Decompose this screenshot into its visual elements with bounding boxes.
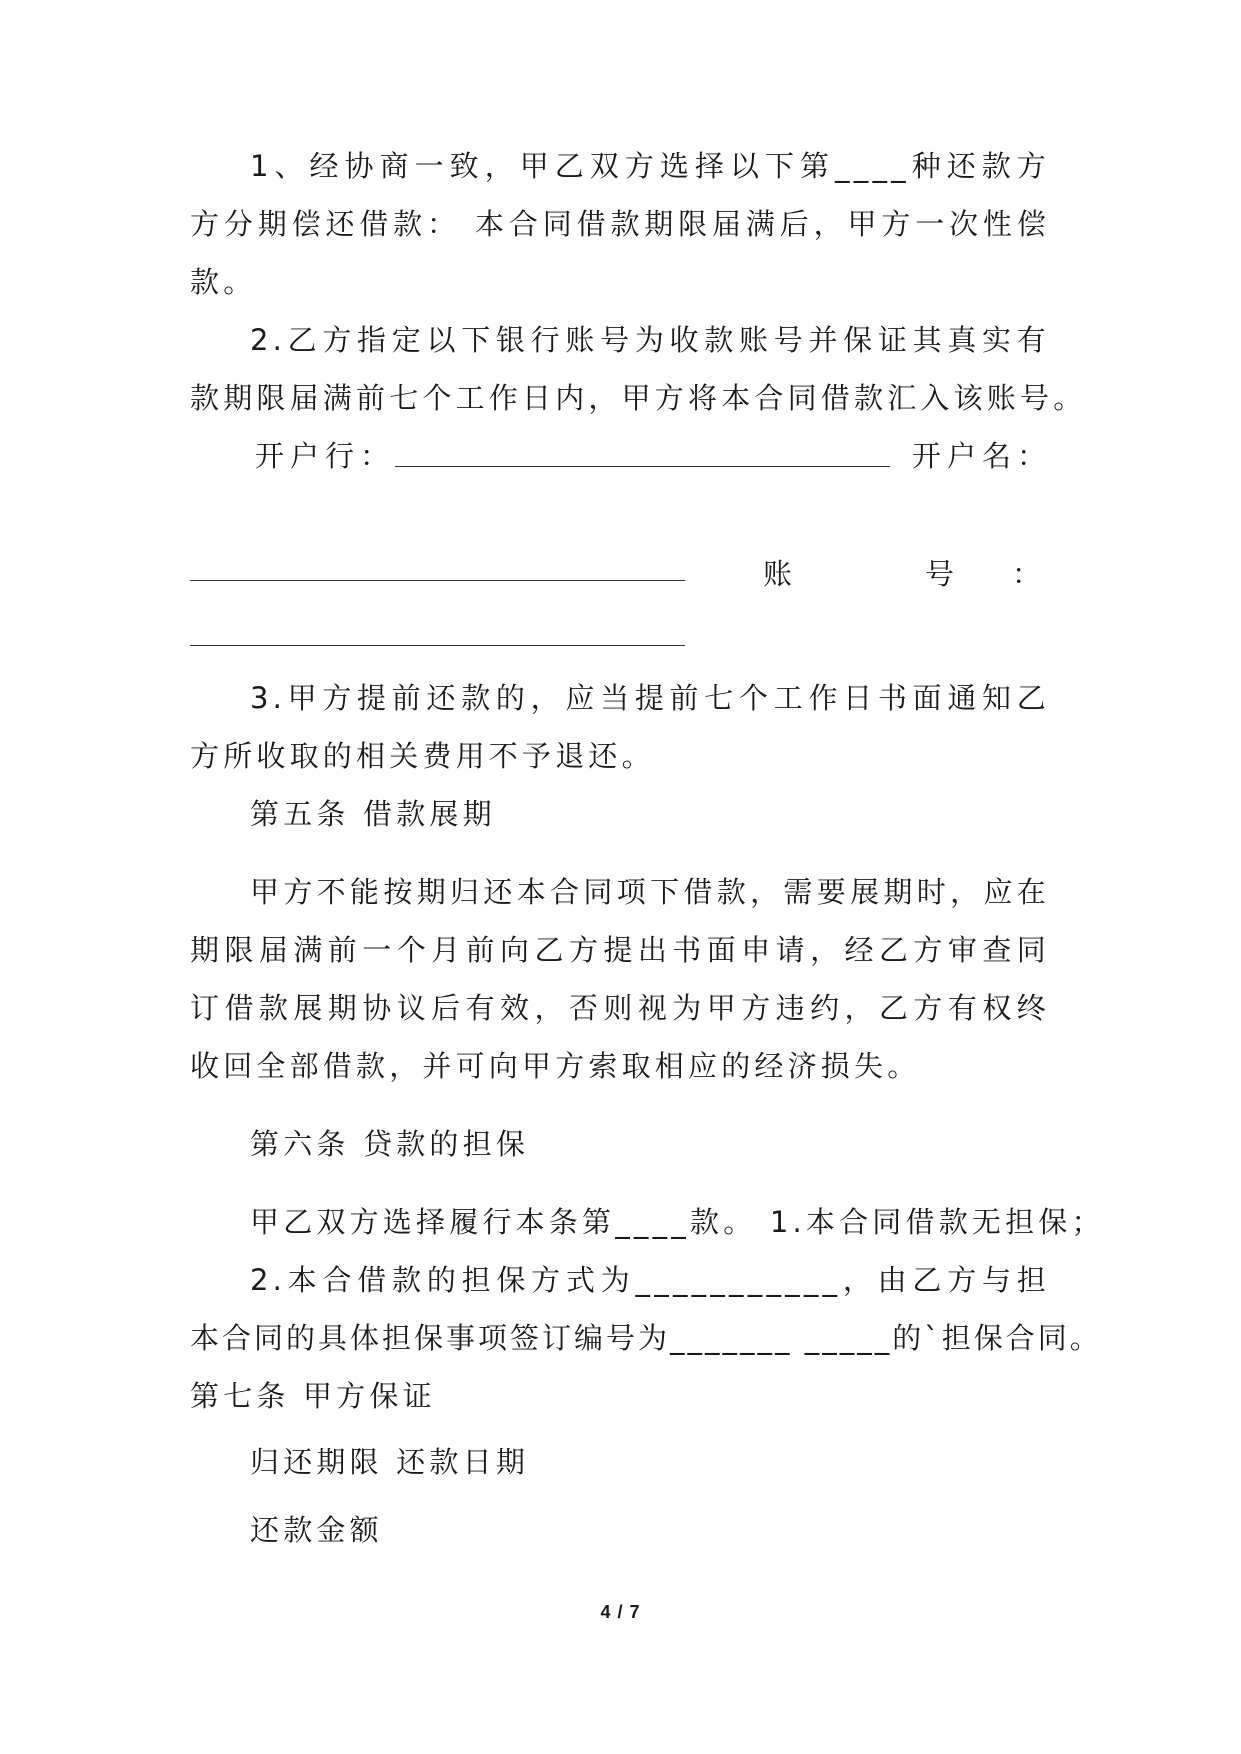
heading-article-5: 第五条 借款展期 [250,797,496,831]
account-number-blank-line [190,645,685,646]
paragraph-bank-account-line2: 款期限届满前七个工作日内，甲方将本合同借款汇入该账号。 [190,381,1087,415]
paragraph-guarantee-method-line2: 本合同的具体担保事项签订编号为_______ _____的`担保合同。 [190,1321,1102,1355]
paragraph-repayment-choice-line2: 方分期偿还借款： 本合同借款期限届满后，甲方一次性偿 [190,207,1050,241]
heading-article-7: 第七条 甲方保证 [190,1379,436,1413]
paragraph-repayment-choice-line1: 1、经协商一致，甲乙双方选择以下第____种还款方 [250,149,1050,183]
paragraph-extension-line3: 订借款展期协议后有效，否则视为甲方违约，乙方有权终 [190,991,1050,1025]
paragraph-extension-line1: 甲方不能按期归还本合同项下借款，需要展期时，应在 [250,875,1050,909]
account-number-label-part1: 账 [763,557,799,591]
account-name-label: 开户名： [912,439,1053,473]
account-number-label-part2: 号 [925,557,961,591]
paragraph-early-repayment-line1: 3.甲方提前还款的，应当提前七个工作日书面通知乙 [250,681,1050,715]
paragraph-extension-line4: 收回全部借款，并可向甲方索取相应的经济损失。 [190,1049,921,1083]
heading-article-6: 第六条 贷款的担保 [250,1127,530,1161]
paragraph-early-repayment-line2: 方所收取的相关费用不予退还。 [190,739,655,773]
paragraph-guarantee-choice: 甲乙双方选择履行本条第____款。 1.本合同借款无担保； [250,1205,1105,1239]
repayment-amount-label: 还款金额 [250,1513,383,1547]
paragraph-bank-account-line1: 2.乙方指定以下银行账号为收款账号并保证其真实有 [250,323,1050,357]
bank-blank-line [395,466,890,467]
account-number-label-colon: ： [1012,557,1048,591]
repayment-term-label: 归还期限 还款日期 [250,1445,530,1479]
account-name-blank-line [190,580,685,581]
bank-label: 开户行： [255,439,396,473]
paragraph-repayment-choice-line3: 款。 [190,265,257,299]
paragraph-extension-line2: 期限届满前一个月前向乙方提出书面申请，经乙方审查同 [190,933,1050,967]
page-number: 4 / 7 [600,1602,641,1622]
paragraph-guarantee-method-line1: 2.本合借款的担保方式为___________，由乙方与担 [250,1263,1050,1297]
